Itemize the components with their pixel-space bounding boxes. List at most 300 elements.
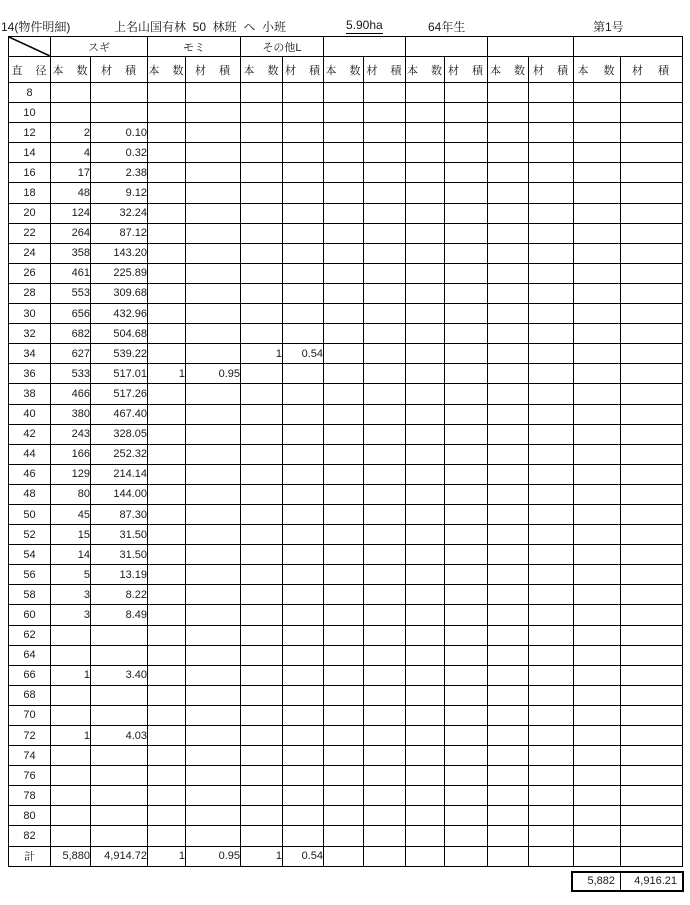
volume-cell <box>529 243 574 263</box>
volume-column-header: 材 積 <box>445 57 488 83</box>
count-cell <box>241 826 283 846</box>
volume-cell <box>283 304 324 324</box>
table-row <box>9 404 683 424</box>
volume-cell <box>364 565 406 585</box>
species-group-header: モミ <box>148 37 241 57</box>
count-cell <box>406 464 445 484</box>
volume-cell <box>364 283 406 303</box>
volume-cell <box>529 625 574 645</box>
volume-cell: 0.10 <box>91 123 148 143</box>
table-row <box>9 263 683 283</box>
volume-cell <box>364 484 406 504</box>
count-cell <box>241 545 283 565</box>
count-cell <box>488 846 529 866</box>
volume-cell <box>91 645 148 665</box>
count-cell <box>148 565 186 585</box>
count-cell <box>406 444 445 464</box>
volume-cell <box>445 525 488 545</box>
volume-cell <box>529 585 574 605</box>
volume-cell <box>364 344 406 364</box>
count-cell <box>574 123 621 143</box>
volume-cell <box>283 645 324 665</box>
volume-cell <box>283 203 324 223</box>
count-cell <box>488 786 529 806</box>
volume-cell <box>529 283 574 303</box>
count-cell: 15 <box>51 525 91 545</box>
count-cell <box>241 364 283 384</box>
count-cell <box>148 625 186 645</box>
diameter-cell: 16 <box>9 163 51 183</box>
volume-cell <box>621 565 683 585</box>
volume-cell <box>445 324 488 344</box>
volume-cell <box>186 726 241 746</box>
volume-cell <box>621 504 683 524</box>
count-cell <box>574 826 621 846</box>
volume-cell <box>364 585 406 605</box>
table-header <box>9 37 683 83</box>
volume-cell <box>621 525 683 545</box>
volume-cell <box>445 243 488 263</box>
count-cell <box>406 504 445 524</box>
volume-cell <box>621 645 683 665</box>
count-cell <box>488 685 529 705</box>
volume-cell <box>529 786 574 806</box>
count-cell <box>148 665 186 685</box>
volume-cell <box>621 223 683 243</box>
count-cell <box>51 766 91 786</box>
volume-cell <box>283 605 324 625</box>
volume-cell <box>364 324 406 344</box>
diameter-cell: 26 <box>9 263 51 283</box>
count-cell <box>406 83 445 103</box>
count-cell <box>574 324 621 344</box>
count-cell <box>148 484 186 504</box>
table-row <box>9 565 683 585</box>
volume-cell: 517.26 <box>91 384 148 404</box>
count-cell <box>488 344 529 364</box>
table-row <box>9 243 683 263</box>
count-cell <box>406 283 445 303</box>
volume-cell <box>529 123 574 143</box>
count-cell <box>148 525 186 545</box>
count-cell <box>488 625 529 645</box>
count-cell <box>324 344 364 364</box>
table-row <box>9 484 683 504</box>
count-cell: 2 <box>51 123 91 143</box>
volume-cell <box>445 223 488 243</box>
diameter-cell: 58 <box>9 585 51 605</box>
count-cell <box>324 806 364 826</box>
diameter-cell: 60 <box>9 605 51 625</box>
volume-cell: 31.50 <box>91 545 148 565</box>
count-cell <box>241 565 283 585</box>
volume-cell <box>186 324 241 344</box>
count-cell <box>574 203 621 223</box>
count-cell <box>406 203 445 223</box>
count-cell <box>148 304 186 324</box>
count-cell <box>574 304 621 324</box>
count-cell <box>324 163 364 183</box>
volume-cell <box>91 625 148 645</box>
count-cell <box>324 525 364 545</box>
volume-cell: 309.68 <box>91 283 148 303</box>
volume-cell <box>445 384 488 404</box>
volume-cell <box>91 83 148 103</box>
volume-cell: 87.12 <box>91 223 148 243</box>
count-cell <box>324 726 364 746</box>
volume-cell <box>186 444 241 464</box>
volume-cell <box>186 806 241 826</box>
count-cell <box>488 243 529 263</box>
volume-cell: 4,914.72 <box>91 846 148 866</box>
count-cell <box>488 545 529 565</box>
volume-cell <box>529 826 574 846</box>
volume-cell <box>186 685 241 705</box>
volume-cell <box>529 464 574 484</box>
empty-group-header <box>406 37 488 57</box>
count-cell <box>148 826 186 846</box>
volume-cell <box>186 404 241 424</box>
volume-cell <box>445 726 488 746</box>
volume-cell <box>91 685 148 705</box>
count-cell <box>51 83 91 103</box>
count-cell <box>148 324 186 344</box>
volume-cell: 467.40 <box>91 404 148 424</box>
volume-cell <box>364 605 406 625</box>
volume-cell <box>283 766 324 786</box>
area-value: 5.90ha <box>346 18 383 32</box>
volume-cell <box>529 324 574 344</box>
count-cell <box>324 103 364 123</box>
volume-cell <box>186 525 241 545</box>
volume-cell <box>364 766 406 786</box>
count-cell: 656 <box>51 304 91 324</box>
volume-cell <box>445 806 488 826</box>
count-cell <box>574 484 621 504</box>
volume-cell <box>445 123 488 143</box>
count-column-header: 本 数 <box>148 57 186 83</box>
volume-cell <box>529 545 574 565</box>
count-cell <box>324 203 364 223</box>
count-cell <box>488 364 529 384</box>
diameter-column-header: 直 径 <box>9 57 51 83</box>
count-cell <box>406 123 445 143</box>
count-cell <box>324 746 364 766</box>
volume-cell <box>529 504 574 524</box>
count-cell <box>241 143 283 163</box>
count-cell <box>406 726 445 746</box>
count-cell <box>488 103 529 123</box>
diameter-cell: 22 <box>9 223 51 243</box>
volume-cell: 432.96 <box>91 304 148 324</box>
volume-cell <box>445 163 488 183</box>
volume-cell: 9.12 <box>91 183 148 203</box>
count-cell <box>241 444 283 464</box>
volume-cell <box>621 384 683 404</box>
count-cell <box>324 665 364 685</box>
volume-cell <box>364 444 406 464</box>
count-cell <box>148 726 186 746</box>
volume-cell <box>283 83 324 103</box>
count-column-header: 本 数 <box>324 57 364 83</box>
volume-column-header: 材 積 <box>529 57 574 83</box>
count-cell <box>488 484 529 504</box>
count-cell: 1 <box>241 344 283 364</box>
count-cell <box>241 464 283 484</box>
count-cell <box>324 585 364 605</box>
count-cell <box>324 364 364 384</box>
table-row <box>9 283 683 303</box>
volume-cell: 252.32 <box>91 444 148 464</box>
count-cell <box>148 283 186 303</box>
volume-cell <box>186 183 241 203</box>
count-cell <box>574 163 621 183</box>
count-cell <box>241 705 283 725</box>
count-cell <box>241 685 283 705</box>
count-cell: 48 <box>51 183 91 203</box>
count-cell <box>406 705 445 725</box>
count-cell <box>488 645 529 665</box>
table-row <box>9 746 683 766</box>
count-cell: 1 <box>148 846 186 866</box>
volume-cell <box>445 203 488 223</box>
diameter-cell: 50 <box>9 504 51 524</box>
diameter-cell: 30 <box>9 304 51 324</box>
volume-cell: 31.50 <box>91 525 148 545</box>
volume-cell <box>445 585 488 605</box>
volume-column-header: 材 積 <box>621 57 683 83</box>
volume-cell <box>364 123 406 143</box>
table-row <box>9 766 683 786</box>
count-cell <box>488 324 529 344</box>
volume-cell <box>445 685 488 705</box>
volume-cell: 4.03 <box>91 726 148 746</box>
volume-cell: 13.19 <box>91 565 148 585</box>
volume-cell <box>529 605 574 625</box>
count-cell <box>241 123 283 143</box>
count-cell: 5 <box>51 565 91 585</box>
volume-cell <box>445 826 488 846</box>
volume-cell <box>186 83 241 103</box>
count-cell <box>488 444 529 464</box>
count-cell <box>574 424 621 444</box>
count-cell <box>488 746 529 766</box>
table-row <box>9 424 683 444</box>
count-cell <box>324 263 364 283</box>
count-cell <box>406 685 445 705</box>
count-cell <box>488 766 529 786</box>
volume-cell <box>186 545 241 565</box>
volume-cell <box>529 645 574 665</box>
volume-cell <box>529 364 574 384</box>
count-cell <box>241 625 283 645</box>
volume-cell <box>621 705 683 725</box>
volume-cell <box>283 726 324 746</box>
count-cell <box>241 304 283 324</box>
count-cell <box>574 645 621 665</box>
count-cell <box>488 304 529 324</box>
volume-cell <box>529 83 574 103</box>
volume-cell <box>283 283 324 303</box>
count-cell: 466 <box>51 384 91 404</box>
volume-cell <box>283 404 324 424</box>
volume-column-header: 材 積 <box>91 57 148 83</box>
volume-cell <box>364 545 406 565</box>
count-cell: 461 <box>51 263 91 283</box>
volume-cell <box>621 846 683 866</box>
count-cell <box>324 243 364 263</box>
diameter-cell: 72 <box>9 726 51 746</box>
volume-cell <box>91 766 148 786</box>
count-cell <box>148 223 186 243</box>
volume-cell <box>186 263 241 283</box>
count-cell <box>241 223 283 243</box>
volume-cell <box>186 625 241 645</box>
count-cell <box>324 826 364 846</box>
count-cell <box>51 786 91 806</box>
count-cell <box>406 846 445 866</box>
volume-cell <box>186 504 241 524</box>
count-cell: 358 <box>51 243 91 263</box>
count-cell: 682 <box>51 324 91 344</box>
volume-cell <box>283 665 324 685</box>
count-cell <box>148 786 186 806</box>
volume-cell <box>445 766 488 786</box>
volume-cell <box>445 364 488 384</box>
volume-cell <box>364 83 406 103</box>
volume-cell <box>364 746 406 766</box>
species-group-header: スギ <box>51 37 148 57</box>
table-row <box>9 364 683 384</box>
count-cell <box>406 625 445 645</box>
volume-cell <box>283 806 324 826</box>
count-cell <box>406 304 445 324</box>
count-cell <box>488 585 529 605</box>
count-cell <box>574 364 621 384</box>
count-cell <box>574 464 621 484</box>
count-cell <box>488 705 529 725</box>
volume-cell <box>529 444 574 464</box>
count-cell <box>148 243 186 263</box>
count-cell <box>324 404 364 424</box>
volume-cell <box>529 384 574 404</box>
table-row <box>9 103 683 123</box>
count-cell <box>241 484 283 504</box>
volume-cell <box>364 504 406 524</box>
count-cell <box>324 444 364 464</box>
count-cell <box>488 203 529 223</box>
table-row <box>9 324 683 344</box>
diameter-cell: 82 <box>9 826 51 846</box>
corner-diagonal-cell <box>9 37 51 57</box>
volume-cell <box>445 746 488 766</box>
count-cell <box>241 263 283 283</box>
volume-cell <box>186 123 241 143</box>
diameter-cell: 40 <box>9 404 51 424</box>
volume-cell <box>186 585 241 605</box>
stand-age: 64年生 <box>428 18 465 37</box>
count-cell <box>406 404 445 424</box>
count-cell <box>241 786 283 806</box>
volume-cell <box>186 746 241 766</box>
volume-cell <box>621 464 683 484</box>
table-row <box>9 183 683 203</box>
count-cell <box>241 103 283 123</box>
volume-cell <box>91 786 148 806</box>
volume-cell: 225.89 <box>91 263 148 283</box>
count-cell <box>574 143 621 163</box>
volume-cell <box>445 504 488 524</box>
count-cell <box>324 123 364 143</box>
diameter-cell: 52 <box>9 525 51 545</box>
volume-cell <box>283 163 324 183</box>
count-cell <box>406 183 445 203</box>
count-cell <box>488 123 529 143</box>
count-cell: 1 <box>148 364 186 384</box>
diameter-cell: 18 <box>9 183 51 203</box>
volume-cell <box>445 545 488 565</box>
count-cell: 533 <box>51 364 91 384</box>
diameter-cell: 46 <box>9 464 51 484</box>
count-cell <box>324 83 364 103</box>
count-cell <box>148 263 186 283</box>
volume-cell: 0.32 <box>91 143 148 163</box>
count-cell <box>51 645 91 665</box>
volume-cell <box>283 746 324 766</box>
table-row <box>9 444 683 464</box>
count-cell <box>488 726 529 746</box>
volume-cell <box>445 565 488 585</box>
count-cell: 124 <box>51 203 91 223</box>
volume-cell <box>364 424 406 444</box>
count-cell <box>488 143 529 163</box>
diameter-cell: 36 <box>9 364 51 384</box>
volume-cell <box>445 484 488 504</box>
table-row <box>9 525 683 545</box>
count-cell <box>148 464 186 484</box>
count-cell <box>51 826 91 846</box>
diameter-cell: 12 <box>9 123 51 143</box>
volume-cell <box>283 545 324 565</box>
count-cell <box>574 746 621 766</box>
volume-column-header: 材 積 <box>364 57 406 83</box>
volume-cell <box>621 605 683 625</box>
diameter-cell: 78 <box>9 786 51 806</box>
volume-cell <box>364 404 406 424</box>
volume-cell <box>621 83 683 103</box>
volume-cell <box>621 806 683 826</box>
table-row <box>9 304 683 324</box>
volume-cell <box>186 766 241 786</box>
volume-cell <box>283 123 324 143</box>
volume-cell <box>283 364 324 384</box>
volume-cell <box>364 846 406 866</box>
count-cell: 1 <box>241 846 283 866</box>
count-cell <box>324 766 364 786</box>
volume-cell: 87.30 <box>91 504 148 524</box>
count-cell <box>241 384 283 404</box>
volume-cell <box>445 143 488 163</box>
volume-cell <box>445 464 488 484</box>
volume-cell <box>621 545 683 565</box>
count-cell <box>406 585 445 605</box>
volume-cell: 214.14 <box>91 464 148 484</box>
volume-cell <box>445 344 488 364</box>
diameter-cell: 20 <box>9 203 51 223</box>
volume-cell <box>621 263 683 283</box>
volume-cell <box>283 685 324 705</box>
count-cell <box>488 283 529 303</box>
